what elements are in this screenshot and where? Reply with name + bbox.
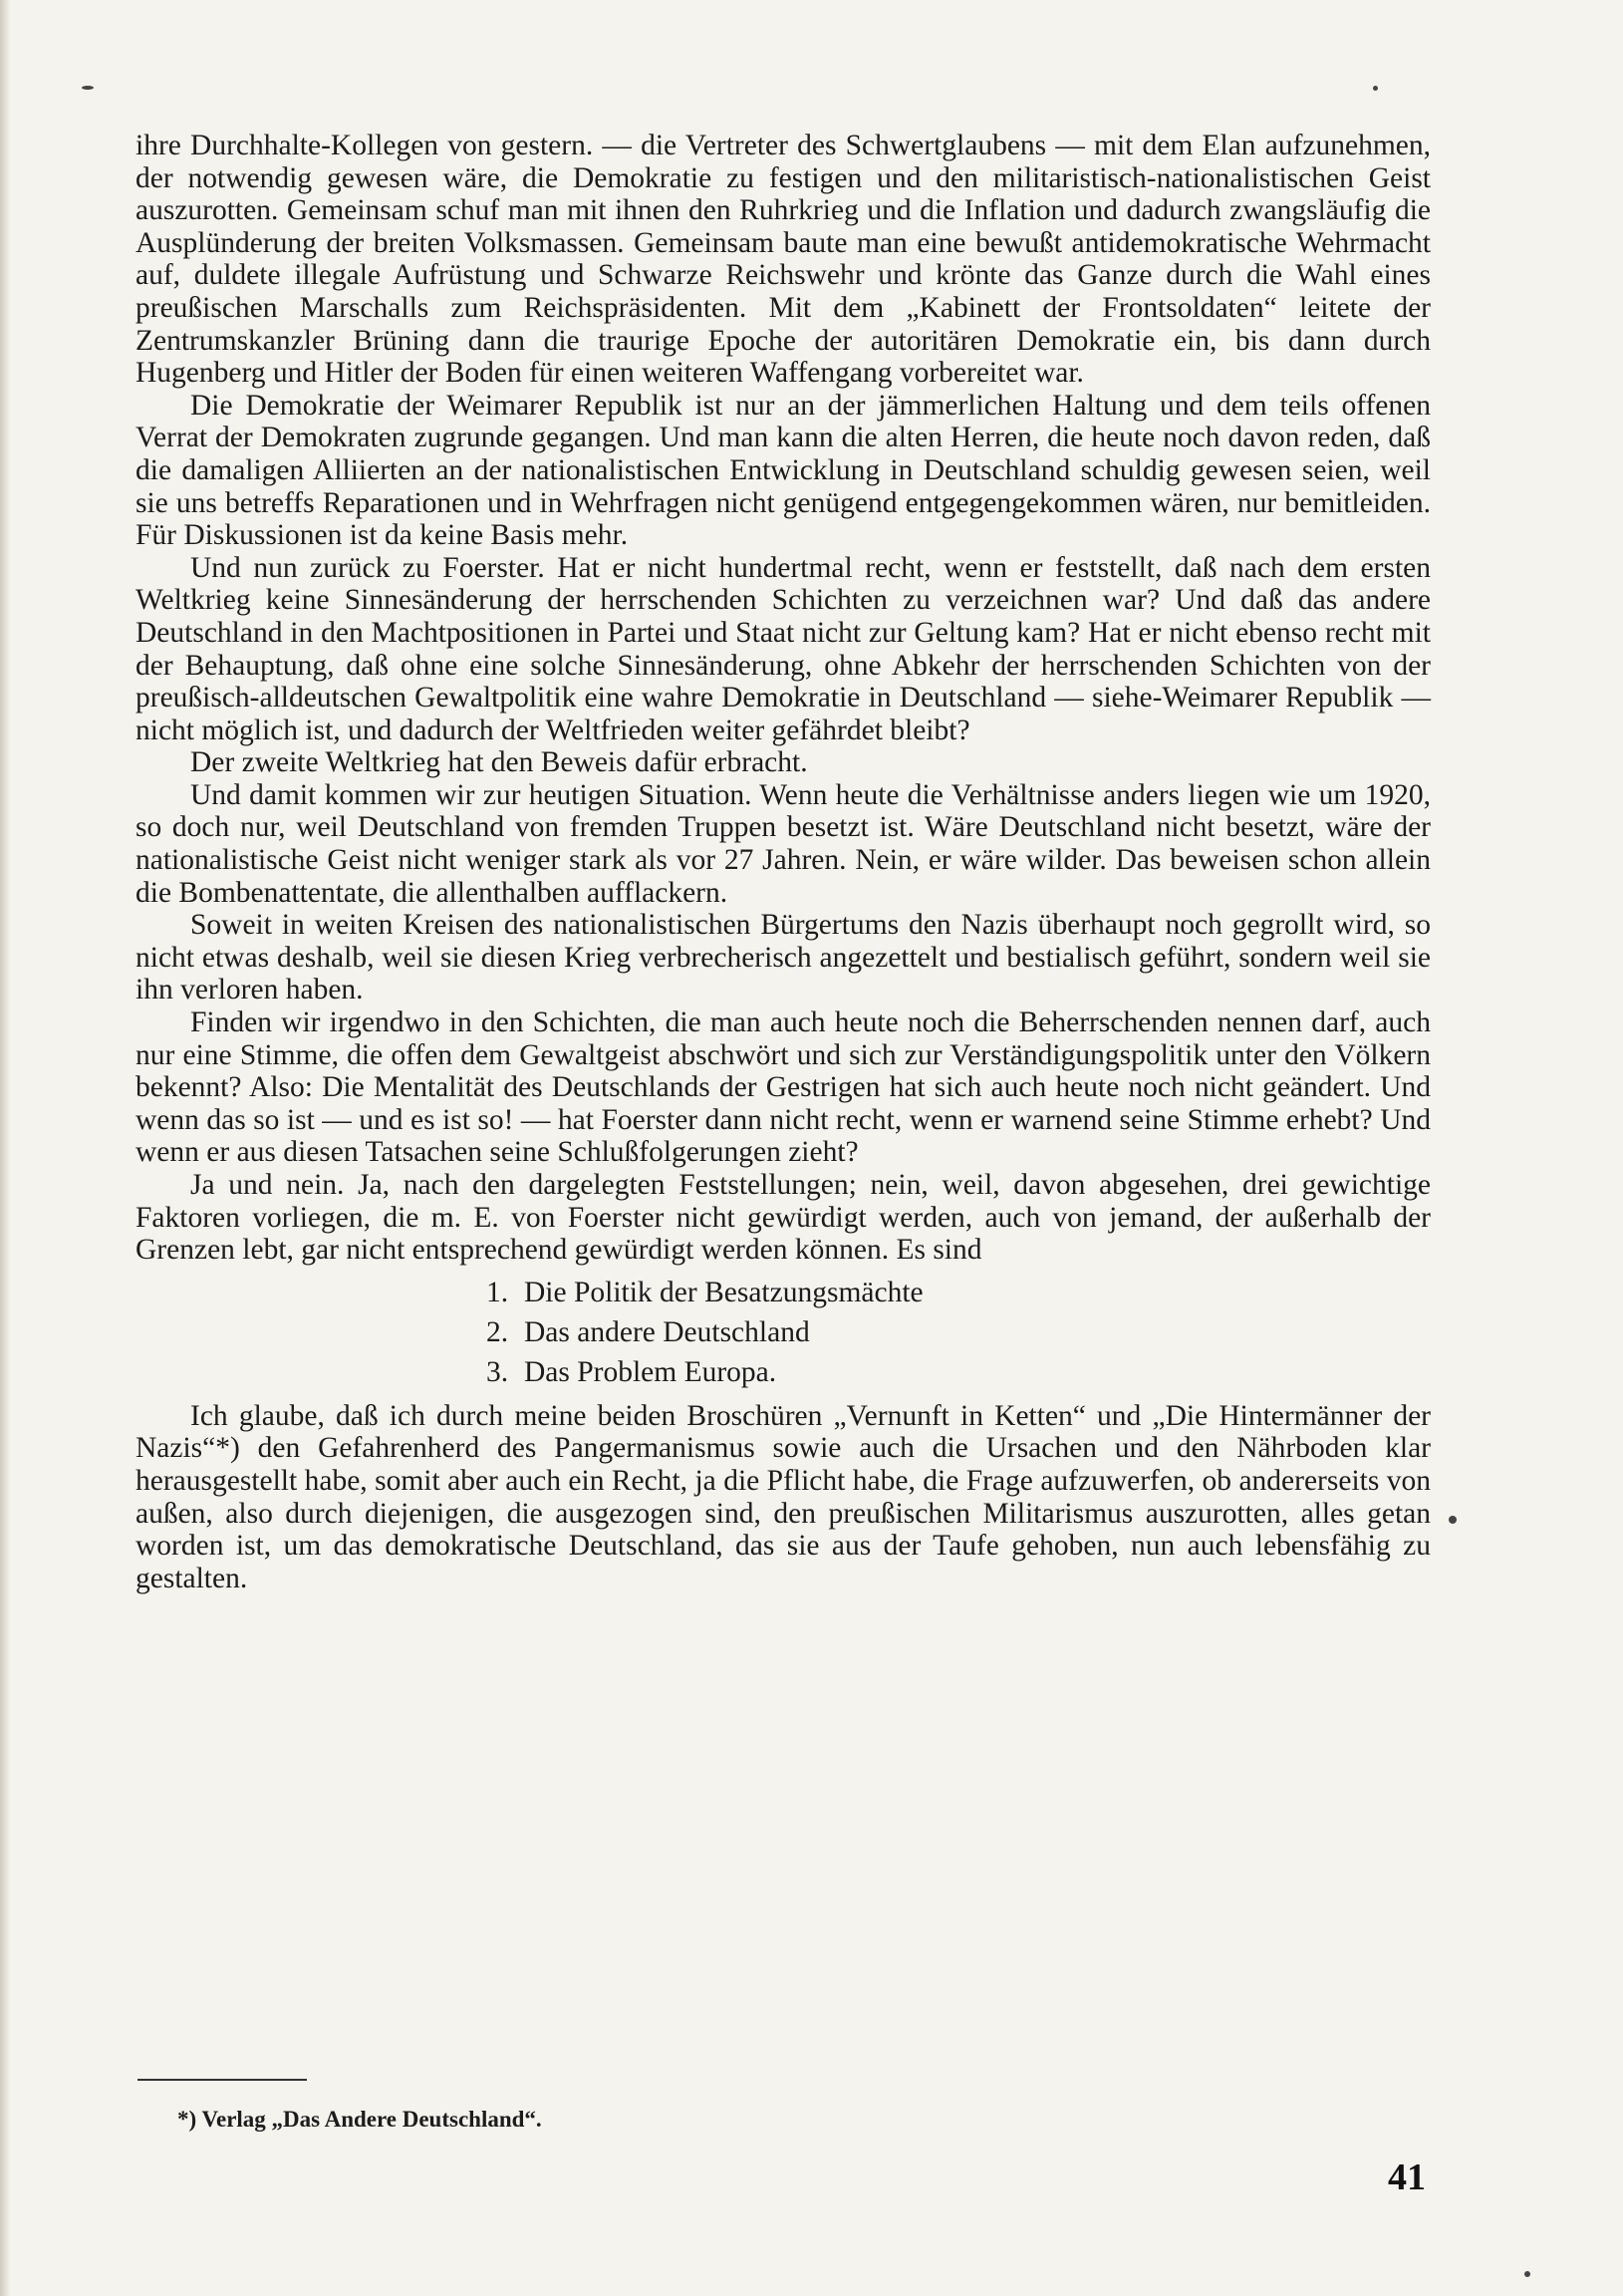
scan-speck — [1449, 1516, 1457, 1524]
page-number: 41 — [1388, 2156, 1426, 2198]
list-item — [135, 1273, 1431, 1312]
list-item-number: 3. — [486, 1355, 509, 1388]
closing-paragraph: Ich glaube, daß ich durch meine beiden Broschüren „Vernunft in Ketten“ und „Die Hintermänner der Nazis“*) den Gefahrenherd des Pangermanismus sowie auch die Ursachen und den Nährboden klar herausgestellt habe, somit aber auch ein Recht, ja die Pflicht habe, die Frage aufzuwerfen, ob andererseits von außen, also durch diejenigen, die ausgezogen sind, den preußischen Militarismus auszurotten, alles getan worden ist, um das demokratische Deutschland, das sie aus der Taufe gehoben, nun auch lebensfähig zu gestalten. — [135, 1399, 1431, 1594]
body-text — [135, 130, 1431, 1594]
paragraph-6: Soweit in weiten Kreisen des nationalistischen Bürgertums den Nazis überhaupt noch gegrollt wird, so nicht etwas deshalb, weil sie diesen Krieg verbrecherisch angezettelt und bestialisch geführt, sondern weil sie ihn verloren haben. — [135, 909, 1431, 1006]
factor-list — [135, 1273, 1431, 1392]
paragraph-5: Und damit kommen wir zur heutigen Situation. Wenn heute die Verhältnisse anders liegen wie um 1920, so doch nur, weil Deutschland von fremden Truppen besetzt ist. Wäre Deutschland nicht besetzt, wäre der nationalistische Geist nicht weniger stark als vor 27 Jahren. Nein, er wäre wilder. Das beweisen schon allein die Bombenattentate, die allenthalben aufflackern. — [135, 778, 1431, 909]
scan-speck — [82, 86, 94, 90]
scan-speck — [1524, 2271, 1530, 2277]
list-item-text: Die Politik der Besatzungsmächte — [524, 1276, 924, 1308]
paragraph-8: Ja und nein. Ja, nach den dargelegten Feststellungen; nein, weil, davon abgesehen, drei gewichtige Faktoren vorliegen, die m. E. von Foerster nicht gewürdigt werden, auch von jemand, der außerhalb der Grenzen lebt, gar nicht entsprechend gewürdigt werden können. Es sind — [135, 1169, 1431, 1267]
paragraph-7: Finden wir irgendwo in den Schichten, die man auch heute noch die Beherrschenden nennen darf, auch nur eine Stimme, die offen dem Gewaltgeist abschwört und sich zur Verständigungspolitik unter den Völkern bekennt? Also: Die Mentalität des Deutschlands der Gestrigen hat sich auch heute noch nicht geändert. Und wenn das so ist — und es ist so! — hat Foerster dann nicht recht, wenn er warnend seine Stimme erhebt? Und wenn er aus diesen Tatsachen seine Schlußfolgerungen zieht? — [135, 1006, 1431, 1169]
list-item-text: Das Problem Europa. — [524, 1355, 777, 1388]
list-item-text: Das andere Deutschland — [524, 1315, 810, 1348]
scan-speck — [1373, 86, 1378, 91]
list-item — [135, 1312, 1431, 1352]
list-item-number: 1. — [486, 1276, 509, 1308]
paragraph-2: Die Demokratie der Weimarer Republik ist nur an der jämmerlichen Haltung und dem teils offenen Verrat der Demokraten zugrunde gegangen. Und man kann die alten Herren, die heute noch davon reden, daß die damaligen Alliierten an der nationalistischen Entwicklung in Deutschland schuldig gewesen seien, weil sie uns betreffs Reparationen und in Wehrfragen nicht genügend entgegengekommen wären, nur bemitleiden. Für Diskussionen ist da keine Basis mehr. — [135, 389, 1431, 552]
paragraph-4: Der zweite Weltkrieg hat den Beweis dafür erbracht. — [190, 746, 808, 779]
page-edge-shadow — [0, 0, 10, 2296]
paragraph-1: ihre Durchhalte-Kollegen von gestern. — die Vertreter des Schwertglaubens — mit dem Elan aufzunehmen, der notwendig gewesen wäre, die Demokratie zu festigen und den militaristisch-nationalistischen Geist auszurotten. Gemeinsam schuf man mit ihnen den Ruhrkrieg und die Inflation und dadurch zwangsläufig die Ausplünderung der breiten Volksmassen. Gemeinsam baute man eine bewußt antidemokratische Wehrmacht auf, duldete illegale Aufrüstung und Schwarze Reichswehr und krönte das Ganze durch die Wahl eines preußischen Marschalls zum Reichspräsidenten. Mit dem „Kabinett der Frontsoldaten“ leitete der Zentrumskanzler Brüning dann die traurige Epoche der autoritären Demokratie ein, bis dann durch Hugenberg und Hitler der Boden für einen weiteren Waffengang vorbereitet war. — [135, 130, 1431, 390]
footnote-rule — [137, 2079, 307, 2081]
list-item-number: 2. — [486, 1315, 509, 1348]
footnote: *) Verlag „Das Andere Deutschland“. — [177, 2107, 542, 2132]
paragraph-3: Und nun zurück zu Foerster. Hat er nicht hundertmal recht, wenn er feststellt, daß nach dem ersten Weltkrieg keine Sinnesänderung der herrschenden Schichten zu verzeichnen war? Und daß das andere Deutschland in den Machtpositionen in Partei und Staat nicht zur Geltung kam? Hat er nicht ebenso recht mit der Behauptung, daß ohne eine solche Sinnesänderung, ohne Abkehr der herrschenden Schichten von der preußisch-alldeutschen Gewaltpolitik eine wahre Demokratie in Deutschland — siehe-Weimarer Republik — nicht möglich ist, und dadurch der Weltfrieden weiter gefährdet bleibt? — [135, 551, 1431, 746]
list-item — [135, 1352, 1431, 1392]
